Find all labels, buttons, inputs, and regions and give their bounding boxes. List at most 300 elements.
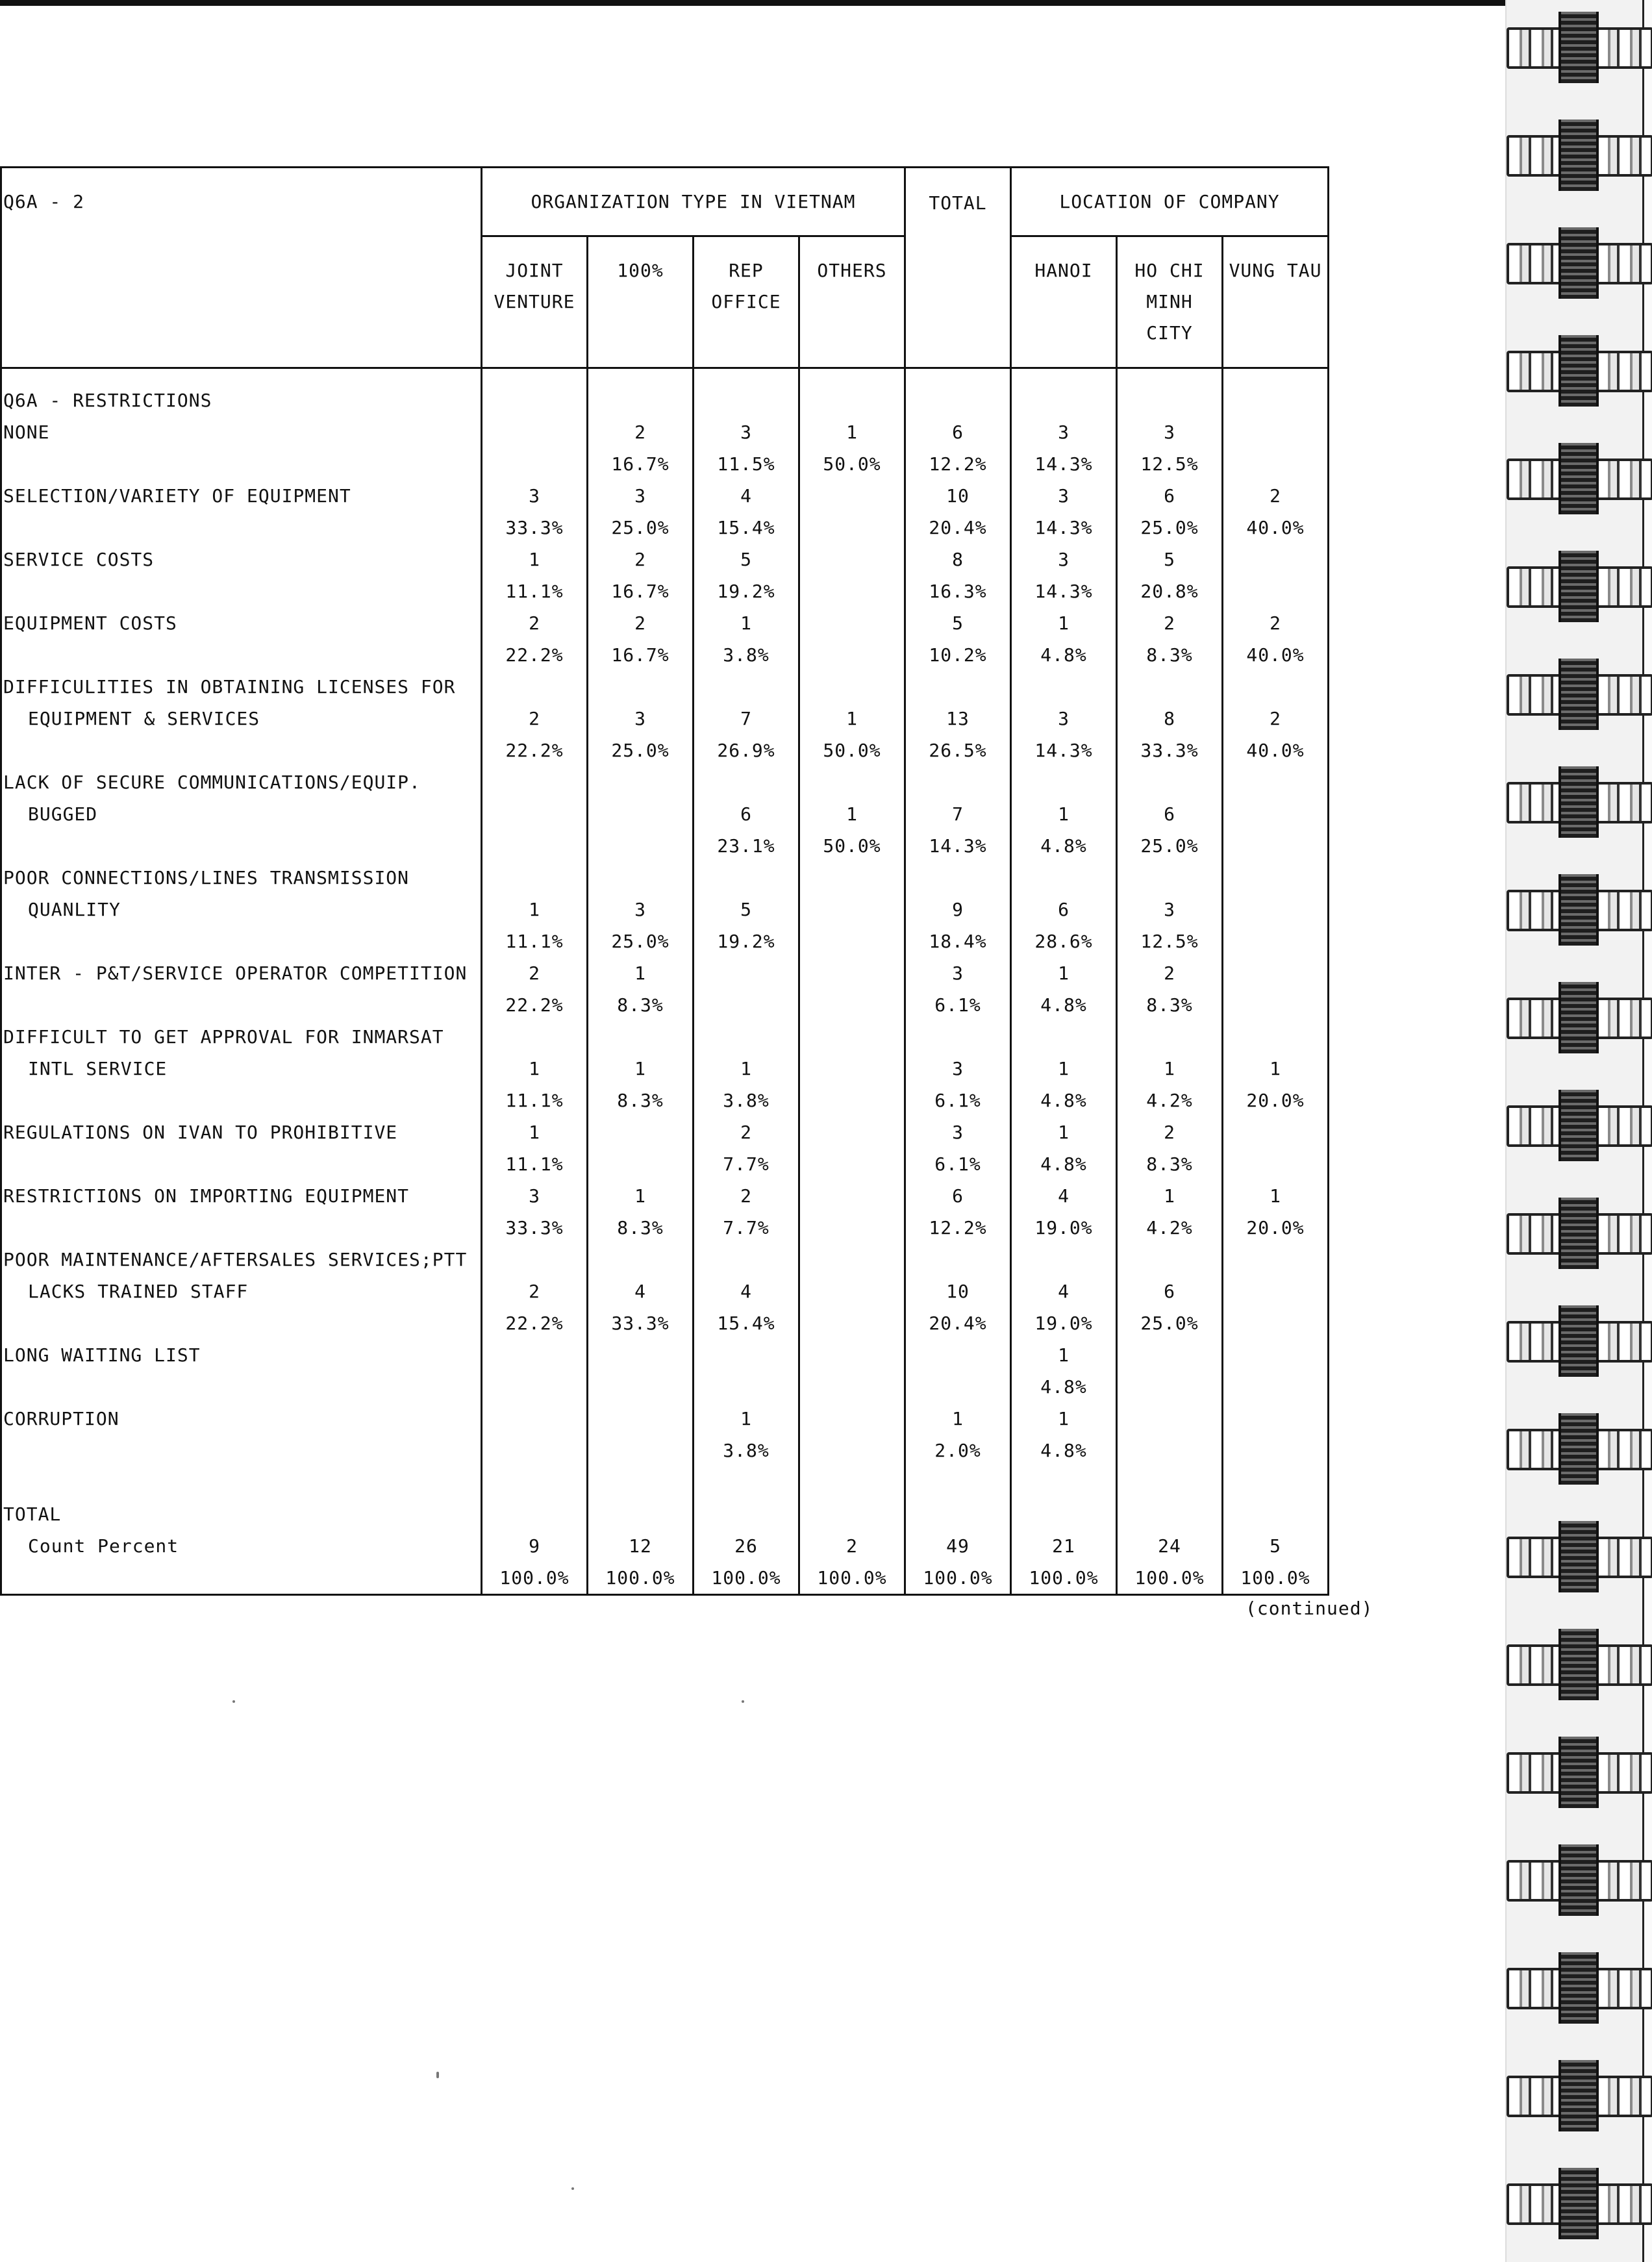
spacer bbox=[482, 1466, 586, 1498]
cell-count bbox=[482, 1339, 586, 1371]
cell-count bbox=[1223, 1403, 1327, 1435]
cell-count: 4 bbox=[634, 1281, 646, 1302]
cell-count bbox=[1223, 1116, 1327, 1148]
cell-percent: 40.0% bbox=[1246, 740, 1305, 761]
cell-count: 7 bbox=[952, 803, 964, 825]
blank-line bbox=[694, 862, 798, 894]
blank-line bbox=[800, 384, 904, 416]
total-count: 21 bbox=[1052, 1535, 1075, 1557]
blank-line bbox=[1012, 1021, 1116, 1053]
cell-percent: 16.7% bbox=[611, 453, 670, 475]
cell-count: 1 bbox=[952, 1408, 964, 1429]
row-labels-column bbox=[1, 368, 482, 1595]
cell-percent: 4.8% bbox=[1040, 835, 1087, 857]
cell-percent: 18.4% bbox=[929, 931, 987, 952]
cell-percent bbox=[1223, 989, 1327, 1021]
cell-count bbox=[800, 1116, 904, 1148]
cell-percent: 20.0% bbox=[1246, 1217, 1305, 1238]
cell-percent: 25.0% bbox=[611, 740, 670, 761]
cell-percent bbox=[694, 989, 798, 1021]
cell-count bbox=[800, 894, 904, 925]
cell-percent: 4.8% bbox=[1040, 1090, 1087, 1111]
blank-line bbox=[1118, 862, 1221, 894]
cell-count: 1 bbox=[1058, 962, 1070, 984]
blank-line bbox=[3, 1212, 481, 1244]
total-count: 26 bbox=[734, 1535, 758, 1557]
cell-percent: 16.7% bbox=[611, 581, 670, 602]
cell-count: 7 bbox=[740, 708, 752, 729]
cell-percent bbox=[800, 1212, 904, 1244]
blank-line bbox=[1223, 1021, 1327, 1053]
blank-line bbox=[1223, 671, 1327, 703]
total-percent: 100.0% bbox=[711, 1567, 781, 1589]
blank-line bbox=[3, 1148, 481, 1180]
total-percent: 100.0% bbox=[923, 1567, 993, 1589]
cell-percent: 12.5% bbox=[1140, 931, 1199, 952]
cell-percent: 4.2% bbox=[1146, 1090, 1193, 1111]
cell-percent bbox=[588, 830, 692, 862]
crosstab-sheet bbox=[0, 166, 1329, 1596]
cell-percent: 19.0% bbox=[1034, 1217, 1093, 1238]
cell-percent bbox=[482, 448, 586, 480]
cell-percent: 19.2% bbox=[717, 931, 775, 952]
binding-coil bbox=[1507, 1213, 1652, 1255]
blank-line bbox=[588, 1244, 692, 1276]
cell-count: 6 bbox=[1058, 899, 1070, 920]
cell-count: 2 bbox=[529, 612, 540, 634]
cell-count bbox=[588, 1116, 692, 1148]
cell-percent bbox=[800, 639, 904, 671]
spacer bbox=[906, 1466, 1010, 1498]
blank-line bbox=[3, 1085, 481, 1116]
cell-count bbox=[800, 1180, 904, 1212]
cell-percent: 25.0% bbox=[1140, 517, 1199, 538]
blank-line bbox=[3, 925, 481, 957]
cell-count: 3 bbox=[1164, 899, 1175, 920]
table-body-row bbox=[1, 368, 1329, 1595]
blank-line bbox=[588, 671, 692, 703]
cell-percent: 25.0% bbox=[611, 517, 670, 538]
values-ho-chi-minh-city bbox=[1117, 368, 1223, 1595]
cell-percent bbox=[800, 925, 904, 957]
blank-line bbox=[3, 1562, 481, 1594]
cell-percent: 22.2% bbox=[505, 740, 564, 761]
cell-percent bbox=[800, 1307, 904, 1339]
cell-count: 6 bbox=[952, 421, 964, 443]
binding-coil bbox=[1507, 1105, 1652, 1147]
blank-line bbox=[482, 1244, 586, 1276]
cell-percent bbox=[1223, 1148, 1327, 1180]
scan-speck bbox=[436, 2072, 439, 2078]
binding-coil bbox=[1507, 566, 1652, 608]
cell-percent: 6.1% bbox=[934, 1153, 981, 1175]
cell-count: 1 bbox=[846, 803, 858, 825]
binding-coil bbox=[1507, 1644, 1652, 1686]
values-hanoi bbox=[1011, 368, 1117, 1595]
cell-count: 1 bbox=[1058, 612, 1070, 634]
blank-line bbox=[906, 384, 1010, 416]
binding-coil bbox=[1507, 1321, 1652, 1363]
table-code: Q6A - 2 bbox=[3, 191, 85, 212]
cell-count: 1 bbox=[529, 899, 540, 920]
cell-percent: 22.2% bbox=[505, 1313, 564, 1334]
cell-count bbox=[694, 1339, 798, 1371]
total-percent: 100.0% bbox=[817, 1567, 887, 1589]
total-count: 49 bbox=[946, 1535, 970, 1557]
cell-percent: 22.2% bbox=[505, 644, 564, 666]
blank-line bbox=[1012, 862, 1116, 894]
cell-count: 1 bbox=[846, 708, 858, 729]
col-joint-venture: JOINT VENTURE bbox=[482, 236, 588, 368]
binding-coil bbox=[1507, 890, 1652, 931]
blank-line bbox=[588, 1498, 692, 1530]
blank-line bbox=[906, 862, 1010, 894]
blank-line bbox=[588, 384, 692, 416]
cell-percent: 25.0% bbox=[1140, 835, 1199, 857]
binding-coil bbox=[1507, 459, 1652, 500]
total-percent: 100.0% bbox=[1240, 1567, 1310, 1589]
cell-percent: 8.3% bbox=[1146, 644, 1193, 666]
binding-coil bbox=[1507, 135, 1652, 177]
blank-line bbox=[588, 766, 692, 798]
row-label: LONG WAITING LIST bbox=[3, 1344, 201, 1366]
cell-percent bbox=[800, 1148, 904, 1180]
cell-percent: 19.2% bbox=[717, 581, 775, 602]
cell-percent bbox=[800, 989, 904, 1021]
cell-percent bbox=[800, 1085, 904, 1116]
cell-percent: 50.0% bbox=[823, 835, 881, 857]
row-label: LACKS TRAINED STAFF bbox=[28, 1281, 249, 1302]
cell-count bbox=[800, 1339, 904, 1371]
cell-count: 8 bbox=[952, 549, 964, 570]
cell-count: 3 bbox=[1164, 421, 1175, 443]
total-percent: 100.0% bbox=[1029, 1567, 1099, 1589]
cell-count: 1 bbox=[529, 1122, 540, 1143]
spacer bbox=[1118, 1466, 1221, 1498]
blank-line bbox=[1118, 766, 1221, 798]
binding-coil bbox=[1507, 782, 1652, 823]
blank-line bbox=[1223, 1498, 1327, 1530]
cell-percent: 50.0% bbox=[823, 740, 881, 761]
cell-percent: 8.3% bbox=[1146, 1153, 1193, 1175]
blank-line bbox=[906, 766, 1010, 798]
cell-percent: 33.3% bbox=[505, 1217, 564, 1238]
cell-percent: 4.8% bbox=[1040, 1153, 1087, 1175]
cell-percent bbox=[694, 1371, 798, 1403]
cell-percent: 40.0% bbox=[1246, 517, 1305, 538]
cell-count: 1 bbox=[740, 1408, 752, 1429]
cell-count: 1 bbox=[529, 549, 540, 570]
scan-speck bbox=[742, 1700, 744, 1703]
cell-count bbox=[588, 1339, 692, 1371]
cell-percent bbox=[1223, 1371, 1327, 1403]
cell-percent: 4.8% bbox=[1040, 994, 1087, 1016]
cell-count: 1 bbox=[1058, 803, 1070, 825]
cell-percent: 28.6% bbox=[1034, 931, 1093, 952]
row-label: EQUIPMENT COSTS bbox=[3, 612, 177, 634]
cell-count: 3 bbox=[1058, 485, 1070, 507]
cell-count: 5 bbox=[740, 899, 752, 920]
cell-percent: 12.5% bbox=[1140, 453, 1199, 475]
cell-count: 5 bbox=[1164, 549, 1175, 570]
blank-line bbox=[800, 1021, 904, 1053]
cell-percent: 14.3% bbox=[929, 835, 987, 857]
blank-line bbox=[482, 766, 586, 798]
cell-percent bbox=[482, 1435, 586, 1466]
cell-count: 1 bbox=[740, 1058, 752, 1079]
cell-percent: 4.8% bbox=[1040, 1440, 1087, 1461]
cell-percent: 8.3% bbox=[617, 994, 664, 1016]
cell-count bbox=[588, 798, 692, 830]
cell-count: 1 bbox=[634, 1185, 646, 1207]
row-label: DIFFICULITIES IN OBTAINING LICENSES FOR bbox=[3, 676, 456, 697]
cell-count: 3 bbox=[1058, 708, 1070, 729]
cell-percent bbox=[1223, 1435, 1327, 1466]
row-label: QUANLITY bbox=[28, 899, 121, 920]
page-top-edge bbox=[0, 0, 1652, 6]
cell-count: 1 bbox=[846, 421, 858, 443]
blank-line bbox=[694, 1244, 798, 1276]
total-percent: 100.0% bbox=[1134, 1567, 1205, 1589]
cell-percent: 8.3% bbox=[617, 1090, 664, 1111]
blank-line bbox=[482, 384, 586, 416]
row-label: DIFFICULT TO GET APPROVAL FOR INMARSAT bbox=[3, 1026, 444, 1048]
cell-count bbox=[694, 957, 798, 989]
cell-count bbox=[800, 480, 904, 512]
binding-coil bbox=[1507, 1752, 1652, 1794]
cell-count bbox=[800, 1403, 904, 1435]
row-label: INTER - P&T/SERVICE OPERATOR COMPETITION bbox=[3, 962, 468, 984]
cell-percent: 6.1% bbox=[934, 994, 981, 1016]
row-label: LACK OF SECURE COMMUNICATIONS/EQUIP. bbox=[3, 772, 421, 793]
binding-coil bbox=[1507, 1968, 1652, 2009]
cell-count: 3 bbox=[952, 1122, 964, 1143]
cell-count: 1 bbox=[1058, 1408, 1070, 1429]
row-label: CORRUPTION bbox=[3, 1408, 119, 1429]
cell-count bbox=[1223, 798, 1327, 830]
spacer bbox=[694, 1466, 798, 1498]
total-row-label: TOTAL bbox=[3, 1503, 62, 1525]
binding-coil bbox=[1507, 2183, 1652, 2225]
cell-count: 9 bbox=[952, 899, 964, 920]
cell-count: 4 bbox=[1058, 1281, 1070, 1302]
cell-count: 1 bbox=[1058, 1058, 1070, 1079]
cell-count bbox=[588, 1403, 692, 1435]
cell-count bbox=[1223, 416, 1327, 448]
cell-count bbox=[800, 607, 904, 639]
cell-percent: 20.4% bbox=[929, 1313, 987, 1334]
cell-count: 3 bbox=[634, 899, 646, 920]
cell-count: 2 bbox=[1270, 708, 1281, 729]
spiral-binding bbox=[1505, 0, 1652, 2262]
cell-percent bbox=[588, 1435, 692, 1466]
blank-line bbox=[906, 1498, 1010, 1530]
cell-percent bbox=[1118, 1435, 1221, 1466]
cell-count: 1 bbox=[1164, 1185, 1175, 1207]
location-group-header: LOCATION OF COMPANY bbox=[1011, 168, 1329, 236]
cell-count: 6 bbox=[1164, 1281, 1175, 1302]
cell-percent: 10.2% bbox=[929, 644, 987, 666]
cell-percent bbox=[1223, 830, 1327, 862]
cell-count bbox=[800, 544, 904, 575]
cell-percent: 11.1% bbox=[505, 1153, 564, 1175]
row-label: SERVICE COSTS bbox=[3, 549, 155, 570]
cell-count: 6 bbox=[740, 803, 752, 825]
cell-percent: 4.8% bbox=[1040, 644, 1087, 666]
cell-count: 1 bbox=[634, 962, 646, 984]
cell-count: 1 bbox=[740, 612, 752, 634]
cell-count: 13 bbox=[946, 708, 970, 729]
blank-line bbox=[588, 1021, 692, 1053]
cell-percent: 33.3% bbox=[505, 517, 564, 538]
cell-count bbox=[800, 1276, 904, 1307]
cell-count: 3 bbox=[529, 1185, 540, 1207]
cell-percent: 6.1% bbox=[934, 1090, 981, 1111]
col-others: OTHERS bbox=[799, 236, 905, 368]
blank-line bbox=[694, 384, 798, 416]
cell-count: 2 bbox=[1270, 612, 1281, 634]
col-rep-office: REP OFFICE bbox=[694, 236, 799, 368]
cell-count: 3 bbox=[529, 485, 540, 507]
cell-count: 5 bbox=[740, 549, 752, 570]
cell-percent: 7.7% bbox=[723, 1217, 770, 1238]
binding-coil bbox=[1507, 1860, 1652, 1902]
cell-percent: 14.3% bbox=[1034, 740, 1093, 761]
cell-percent: 22.2% bbox=[505, 994, 564, 1016]
blank-line bbox=[1118, 384, 1221, 416]
cell-count: 1 bbox=[1270, 1058, 1281, 1079]
cell-count: 4 bbox=[1058, 1185, 1070, 1207]
cell-percent: 15.4% bbox=[717, 517, 775, 538]
cell-percent: 40.0% bbox=[1246, 644, 1305, 666]
blank-line bbox=[800, 862, 904, 894]
col-100-percent: 100% bbox=[588, 236, 694, 368]
row-label: NONE bbox=[3, 421, 50, 443]
cell-count: 3 bbox=[634, 708, 646, 729]
section-label: Q6A - RESTRICTIONS bbox=[3, 390, 212, 411]
total-count: 24 bbox=[1158, 1535, 1181, 1557]
values-vung-tau bbox=[1223, 368, 1329, 1595]
cell-percent: 4.2% bbox=[1146, 1217, 1193, 1238]
continued-note: (continued) bbox=[1245, 1598, 1373, 1619]
blank-line bbox=[1012, 671, 1116, 703]
blank-line bbox=[482, 671, 586, 703]
spacer bbox=[3, 1466, 481, 1498]
cell-count: 4 bbox=[740, 1281, 752, 1302]
cell-count: 10 bbox=[946, 1281, 970, 1302]
cell-count: 6 bbox=[1164, 485, 1175, 507]
values-total bbox=[905, 368, 1011, 1595]
blank-line bbox=[1012, 384, 1116, 416]
cell-percent: 3.8% bbox=[723, 1090, 770, 1111]
blank-line bbox=[3, 1307, 481, 1339]
row-label: INTL SERVICE bbox=[28, 1058, 168, 1079]
row-label: EQUIPMENT & SERVICES bbox=[28, 708, 260, 729]
cell-count bbox=[482, 798, 586, 830]
scan-speck bbox=[232, 1700, 235, 1703]
cell-count: 1 bbox=[529, 1058, 540, 1079]
total-count: 9 bbox=[529, 1535, 540, 1557]
binding-coil bbox=[1507, 674, 1652, 716]
cell-percent: 20.4% bbox=[929, 517, 987, 538]
cell-count: 6 bbox=[1164, 803, 1175, 825]
row-label: SELECTION/VARIETY OF EQUIPMENT bbox=[3, 485, 351, 507]
binding-coil bbox=[1507, 2076, 1652, 2117]
total-count: 5 bbox=[1270, 1535, 1281, 1557]
blank-line bbox=[1223, 862, 1327, 894]
restrictions-crosstab bbox=[0, 166, 1329, 1596]
cell-percent: 15.4% bbox=[717, 1313, 775, 1334]
row-label: RESTRICTIONS ON IMPORTING EQUIPMENT bbox=[3, 1185, 410, 1207]
cell-count: 6 bbox=[952, 1185, 964, 1207]
total-percent: 100.0% bbox=[605, 1567, 675, 1589]
cell-count bbox=[1118, 1403, 1221, 1435]
cell-count: 3 bbox=[1058, 421, 1070, 443]
cell-count: 2 bbox=[1270, 485, 1281, 507]
cell-percent bbox=[800, 1371, 904, 1403]
cell-count: 1 bbox=[1164, 1058, 1175, 1079]
cell-percent: 11.1% bbox=[505, 931, 564, 952]
cell-percent: 12.2% bbox=[929, 1217, 987, 1238]
spacer bbox=[1223, 1466, 1327, 1498]
binding-coil bbox=[1507, 1537, 1652, 1578]
blank-line bbox=[800, 766, 904, 798]
cell-count bbox=[800, 957, 904, 989]
cell-count bbox=[906, 1339, 1010, 1371]
cell-percent: 26.9% bbox=[717, 740, 775, 761]
blank-line bbox=[3, 1371, 481, 1403]
cell-percent bbox=[482, 1371, 586, 1403]
col-ho-chi-minh-city: HO CHI MINH CITY bbox=[1117, 236, 1223, 368]
cell-percent: 26.5% bbox=[929, 740, 987, 761]
blank-line bbox=[1223, 766, 1327, 798]
cell-count: 2 bbox=[1164, 1122, 1175, 1143]
cell-count bbox=[482, 416, 586, 448]
cell-percent bbox=[588, 1371, 692, 1403]
cell-count: 1 bbox=[634, 1058, 646, 1079]
blank-line bbox=[3, 989, 481, 1021]
cell-percent: 50.0% bbox=[823, 453, 881, 475]
blank-line bbox=[800, 1498, 904, 1530]
values-others bbox=[799, 368, 905, 1595]
blank-line bbox=[1223, 384, 1327, 416]
cell-percent: 11.1% bbox=[505, 1090, 564, 1111]
blank-line bbox=[3, 575, 481, 607]
blank-line bbox=[694, 1498, 798, 1530]
cell-percent: 11.1% bbox=[505, 581, 564, 602]
cell-percent: 33.3% bbox=[611, 1313, 670, 1334]
cell-percent bbox=[482, 830, 586, 862]
blank-line bbox=[906, 1021, 1010, 1053]
cell-percent: 8.3% bbox=[617, 1217, 664, 1238]
count-percent-label: Count Percent bbox=[28, 1535, 179, 1557]
cell-count: 2 bbox=[529, 962, 540, 984]
cell-count: 2 bbox=[740, 1122, 752, 1143]
blank-line bbox=[482, 862, 586, 894]
binding-coil bbox=[1507, 27, 1652, 69]
cell-percent: 14.3% bbox=[1034, 581, 1093, 602]
blank-line bbox=[482, 1498, 586, 1530]
blank-line bbox=[3, 1435, 481, 1466]
cell-count bbox=[1118, 1339, 1221, 1371]
cell-count: 5 bbox=[952, 612, 964, 634]
cell-count: 2 bbox=[529, 1281, 540, 1302]
cell-percent bbox=[906, 1371, 1010, 1403]
cell-percent bbox=[588, 1148, 692, 1180]
row-label: POOR CONNECTIONS/LINES TRANSMISSION bbox=[3, 867, 410, 888]
cell-count: 3 bbox=[1058, 549, 1070, 570]
cell-percent: 8.3% bbox=[1146, 994, 1193, 1016]
